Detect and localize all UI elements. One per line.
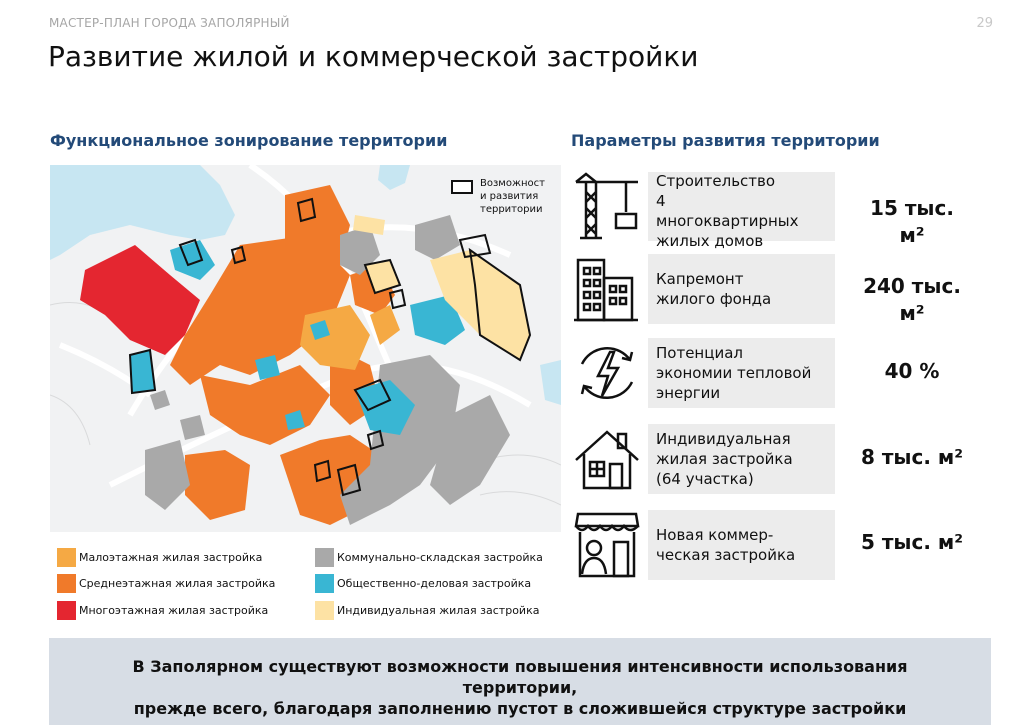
page-title: Развитие жилой и коммерческой застройки (48, 40, 699, 73)
params-list (572, 168, 992, 588)
header-label: МАСТЕР-ПЛАН ГОРОДА ЗАПОЛЯРНЫЙ (49, 16, 290, 30)
map-note-line: Возможност (480, 178, 545, 189)
param-label (656, 525, 795, 565)
legend-label: Малоэтажная жилая застройка (79, 551, 263, 564)
param-label-line: экономии тепловой (656, 364, 812, 382)
house-icon (572, 424, 642, 494)
param-label-line: Индивидуальная (656, 430, 791, 448)
conclusion-line: территории, (462, 678, 578, 697)
param-value-line: 8 тыс. м² (860, 445, 964, 469)
zoning-map[interactable] (50, 165, 561, 532)
map-note-line: территории (480, 204, 543, 215)
legend-label: Многоэтажная жилая застройка (79, 604, 269, 617)
construction-crane-icon (572, 172, 642, 242)
conclusion-text (49, 656, 991, 719)
development-legend-swatch (452, 181, 472, 193)
param-label-line: ческая застройка (656, 546, 796, 564)
legend-label: Общественно-деловая застройка (337, 577, 532, 590)
param-value-line: м² (899, 223, 925, 247)
param-value (842, 195, 982, 249)
legend-label: Индивидуальная жилая застройка (337, 604, 540, 617)
conclusion-line: прежде всего, благодаря заполнению пустот в сложившейся структуре застройки (133, 699, 907, 718)
param-row (572, 254, 992, 326)
param-label-line: Строительство (656, 172, 776, 190)
param-label-line: (64 участка) (656, 470, 754, 488)
param-value-line: 240 тыс. (863, 274, 961, 298)
legend-swatch (57, 574, 76, 593)
zoning-section-title: Функциональное зонирование территории (50, 131, 448, 150)
map-legend (57, 548, 577, 628)
legend-label: Коммунально-складская застройка (337, 551, 543, 564)
param-label (656, 171, 799, 251)
lake-shape (540, 360, 561, 405)
param-value (842, 358, 982, 385)
param-row (572, 510, 992, 582)
apartment-buildings-icon (572, 254, 642, 324)
map-note (480, 177, 545, 216)
legend-swatch (315, 548, 334, 567)
page-number: 29 (976, 16, 993, 31)
param-label-line: многоквартирных (656, 212, 799, 230)
param-value (842, 529, 982, 556)
param-row (572, 172, 992, 250)
param-label (656, 343, 811, 403)
lake-shape (378, 165, 410, 190)
conclusion-line: В Заполярном существуют возможности повышения интенсивности использования (132, 657, 908, 676)
param-label-line: жилого фонда (656, 290, 772, 308)
conclusion-box (49, 638, 991, 725)
param-row (572, 338, 992, 410)
param-value (842, 444, 982, 471)
param-value-line: 5 тыс. м² (860, 530, 964, 554)
param-label-line: жилых домов (656, 232, 764, 250)
legend-swatch (315, 601, 334, 620)
param-value-line: м² (899, 301, 925, 325)
lake-shape (50, 165, 235, 260)
param-label (656, 429, 793, 489)
param-label-line: Капремонт (656, 270, 744, 288)
param-value-line: 15 тыс. (870, 196, 954, 220)
legend-swatch (315, 574, 334, 593)
param-label-line: энергии (656, 384, 721, 402)
legend-label: Среднеэтажная жилая застройка (79, 577, 276, 590)
param-label-line: жилая застройка (656, 450, 793, 468)
legend-swatch (57, 548, 76, 567)
param-value (842, 273, 982, 327)
params-section-title: Параметры развития территории (571, 131, 880, 150)
param-label (656, 269, 771, 309)
param-row (572, 424, 992, 496)
legend-swatch (57, 601, 76, 620)
energy-saving-icon (572, 338, 642, 408)
param-value-line: 40 % (884, 359, 940, 383)
param-label-line: Новая коммер- (656, 526, 774, 544)
shop-icon (572, 510, 642, 580)
param-label-line: Потенциал (656, 344, 743, 362)
param-label-line: 4 (656, 192, 666, 210)
map-note-line: и развития (480, 191, 539, 202)
